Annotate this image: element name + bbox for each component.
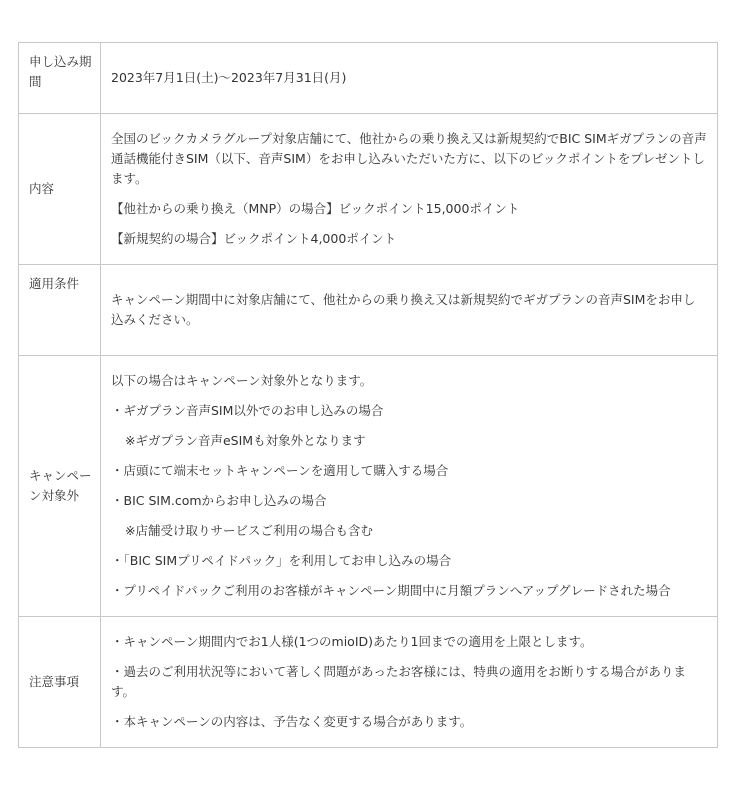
- row-label-content: 内容: [19, 114, 101, 265]
- row-label-exclusions: キャンペーン対象外: [19, 356, 101, 617]
- exclusion-item: ・プリペイドパックご利用のお客様がキャンペーン期間中に月額プランへアップグレードされた場合: [111, 583, 671, 598]
- content-mnp-points: 【他社からの乗り換え（MNP）の場合】ビックポイント15,000ポイント: [111, 201, 520, 216]
- content-new-points: 【新規契約の場合】ビックポイント4,000ポイント: [111, 231, 397, 246]
- exclusion-item: ・BIC SIM.comからお申し込みの場合: [111, 493, 327, 508]
- note-item: ・過去のご利用状況等において著しく問題があったお客様には、特典の適用をお断りする場合があります。: [111, 664, 686, 699]
- table-row-content: [19, 114, 718, 265]
- exclusion-item: ・ギガプラン音声SIM以外でのお申し込みの場合: [111, 403, 384, 418]
- exclusion-note: ※店舗受け取りサービスご利用の場合も含む: [125, 523, 373, 538]
- campaign-details-table: [18, 42, 718, 748]
- table-row-conditions: [19, 265, 718, 356]
- content-description: 全国のビックカメラグループ対象店舗にて、他社からの乗り換え又は新規契約でBIC SIMギガプランの音声通話機能付きSIM（以下、音声SIM）をお申し込みいただいた方に、以下のビックポイントをプレゼントします。: [111, 131, 707, 186]
- row-content-conditions: [101, 265, 718, 356]
- row-content-period: [101, 43, 718, 114]
- table-row-notes: [19, 617, 718, 748]
- table-row-exclusions: [19, 356, 718, 617]
- exclusion-note: ※ギガプラン音声eSIMも対象外となります: [125, 433, 366, 448]
- row-label-period: 申し込み期間: [19, 43, 101, 114]
- conditions-text: キャンペーン期間中に対象店舗にて、他社からの乗り換え又は新規契約でギガプランの音声SIMをお申し込みください。: [111, 292, 696, 327]
- row-content-exclusions: [101, 356, 718, 617]
- period-text: 2023年7月1日(土)〜2023年7月31日(月): [111, 70, 347, 85]
- exclusion-item: ・店頭にて端末セットキャンペーンを適用して購入する場合: [111, 463, 449, 478]
- table-row-period: [19, 43, 718, 114]
- exclusions-intro: 以下の場合はキャンペーン対象外となります。: [111, 373, 373, 388]
- row-content-notes: [101, 617, 718, 748]
- exclusion-item: ・「BIC SIMプリペイドパック」を利用してお申し込みの場合: [111, 553, 452, 568]
- row-content-content: [101, 114, 718, 265]
- row-label-notes: 注意事項: [19, 617, 101, 748]
- row-label-conditions: 適用条件: [19, 265, 101, 356]
- note-item: ・本キャンペーンの内容は、予告なく変更する場合があります。: [111, 714, 473, 729]
- note-item: ・キャンペーン期間内でお1人様(1つのmioID)あたり1回までの適用を上限とします。: [111, 634, 593, 649]
